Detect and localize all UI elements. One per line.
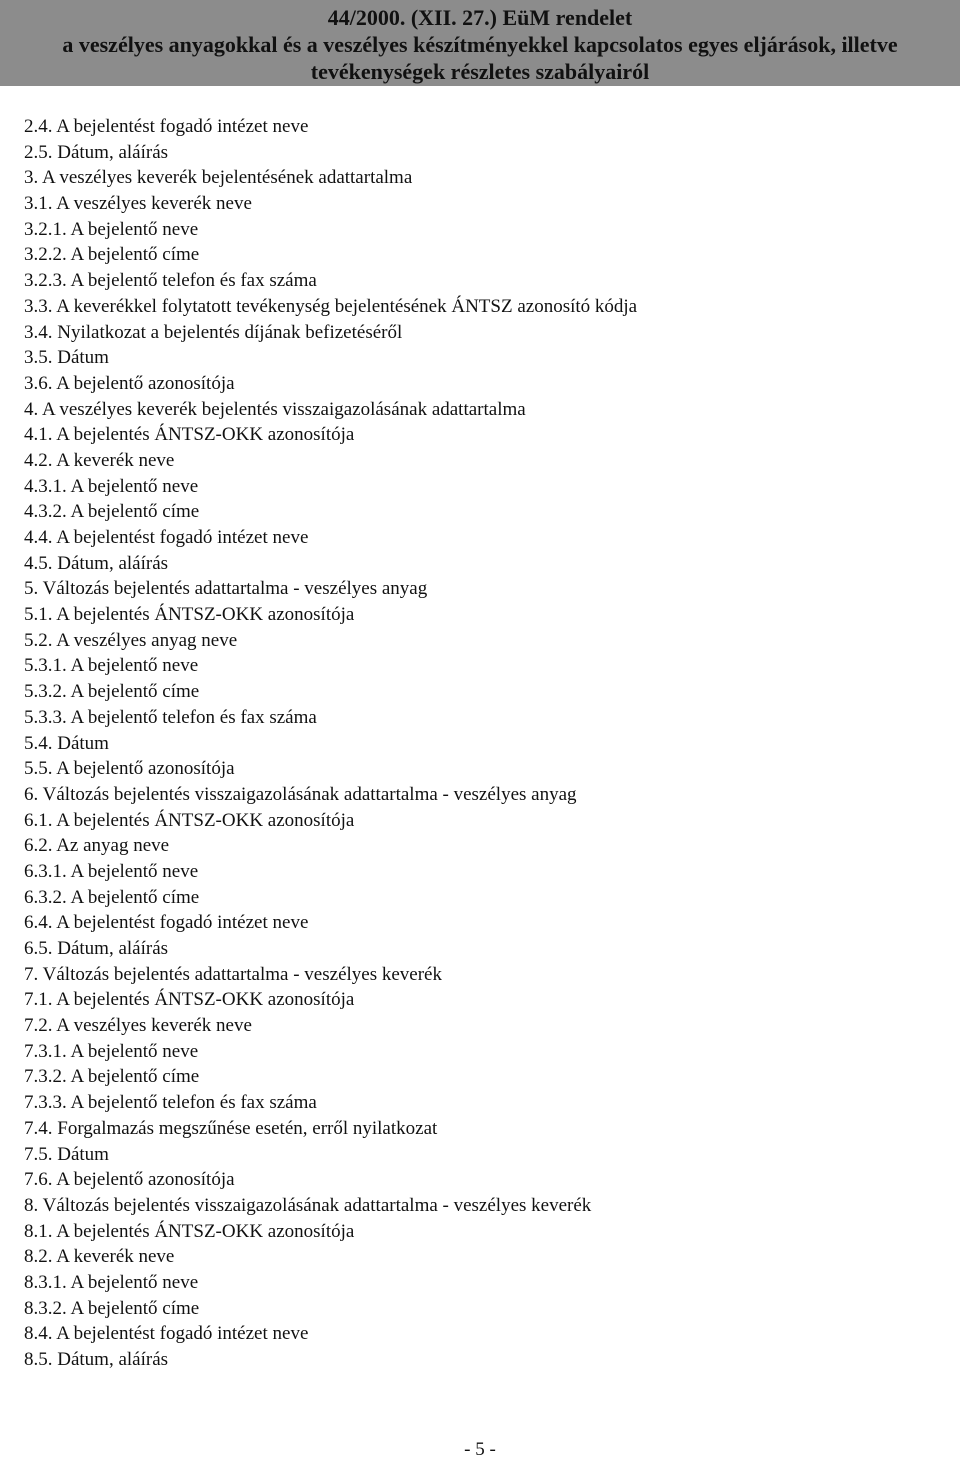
document-line: 7.6. A bejelentő azonosítója (24, 1169, 235, 1191)
document-line: 8.3.2. A bejelentő címe (24, 1297, 200, 1319)
document-line: 3. A veszélyes keverék bejelentésének adattartalma (24, 167, 413, 189)
document-line: 7.3.1. A bejelentő neve (24, 1040, 199, 1062)
document-line: 7.5. Dátum (24, 1143, 109, 1165)
document-line: 8.1. A bejelentés ÁNTSZ-OKK azonosítója (24, 1220, 355, 1242)
document-line: 5.1. A bejelentés ÁNTSZ-OKK azonosítója (24, 604, 355, 626)
document-line: 3.1. A veszélyes keverék neve (24, 193, 252, 215)
document-line: 6.1. A bejelentés ÁNTSZ-OKK azonosítója (24, 809, 355, 831)
document-line: 3.3. A keverékkel folytatott tevékenység bejelentésének ÁNTSZ azonosító kódja (24, 295, 638, 317)
document-line: 8.3.1. A bejelentő neve (24, 1271, 199, 1293)
header-title-line-3: tevékenységek részletes szabályairól (310, 59, 650, 84)
document-line: 6.3.2. A bejelentő címe (24, 886, 200, 908)
document-line: 5.3.1. A bejelentő neve (24, 655, 199, 677)
document-line: 4.4. A bejelentést fogadó intézet neve (24, 527, 309, 548)
document-line: 3.4. Nyilatkozat a bejelentés díjának befizetéséről (24, 321, 403, 343)
document-line: 5.3.2. A bejelentő címe (24, 681, 200, 703)
document-header (0, 0, 960, 86)
document-line: 6. Változás bejelentés visszaigazolásának adattartalma - veszélyes anyag (24, 783, 577, 805)
document-line: 4.5. Dátum, aláírás (24, 552, 169, 574)
document-line: 7.3.3. A bejelentő telefon és fax száma (24, 1092, 317, 1114)
header-title-line-2: a veszélyes anyagokkal és a veszélyes készítményekkel kapcsolatos egyes eljárások, illetve (62, 32, 898, 57)
document-line: 8.2. A keverék neve (24, 1246, 175, 1268)
header-title-line-1: 44/2000. (XII. 27.) EüM rendelet (327, 5, 633, 30)
document-line: 8. Változás bejelentés visszaigazolásának adattartalma - veszélyes keverék (24, 1194, 592, 1216)
document-line: 7.4. Forgalmazás megszűnése esetén, erről nyilatkozat (24, 1117, 438, 1139)
document-line: 5.4. Dátum (24, 732, 109, 754)
document-line: 4. A veszélyes keverék bejelentés visszaigazolásának adattartalma (24, 398, 526, 420)
document-line: 3.2.1. A bejelentő neve (24, 218, 199, 240)
document-line: 8.4. A bejelentést fogadó intézet neve (24, 1323, 309, 1345)
document-line: 6.2. Az anyag neve (24, 835, 170, 857)
document-line: 5. Változás bejelentés adattartalma - veszélyes anyag (24, 578, 428, 600)
document-line: 3.6. A bejelentő azonosítója (24, 372, 235, 394)
document-line: 5.2. A veszélyes anyag neve (24, 629, 238, 651)
document-line: 7.1. A bejelentés ÁNTSZ-OKK azonosítója (24, 989, 355, 1011)
document-line: 4.3.1. A bejelentő neve (24, 475, 199, 497)
document-line: 2.5. Dátum, aláírás (24, 141, 169, 163)
document-line: 7.3.2. A bejelentő címe (24, 1066, 200, 1088)
document-line: 4.2. A keverék neve (24, 449, 175, 471)
page-number: - 5 - (464, 1439, 496, 1460)
document-line: 3.5. Dátum (24, 347, 109, 369)
document-line: 6.3.1. A bejelentő neve (24, 860, 199, 882)
document-body-list (24, 114, 637, 1373)
document-line: 3.2.3. A bejelentő telefon és fax száma (24, 270, 317, 292)
document-line: 3.2.2. A bejelentő címe (24, 244, 200, 266)
document-line: 5.5. A bejelentő azonosítója (24, 758, 235, 780)
document-line: 2.4. A bejelentést fogadó intézet neve (24, 116, 309, 137)
document-line: 4.1. A bejelentés ÁNTSZ-OKK azonosítója (24, 424, 355, 446)
document-line: 6.5. Dátum, aláírás (24, 938, 169, 959)
document-line: 6.4. A bejelentést fogadó intézet neve (24, 912, 309, 934)
document-line: 7. Változás bejelentés adattartalma - veszélyes keverék (24, 963, 442, 985)
document-line: 7.2. A veszélyes keverék neve (24, 1015, 252, 1037)
document-line: 8.5. Dátum, aláírás (24, 1349, 169, 1370)
document-line: 5.3.3. A bejelentő telefon és fax száma (24, 706, 317, 728)
document-line: 4.3.2. A bejelentő címe (24, 501, 200, 523)
